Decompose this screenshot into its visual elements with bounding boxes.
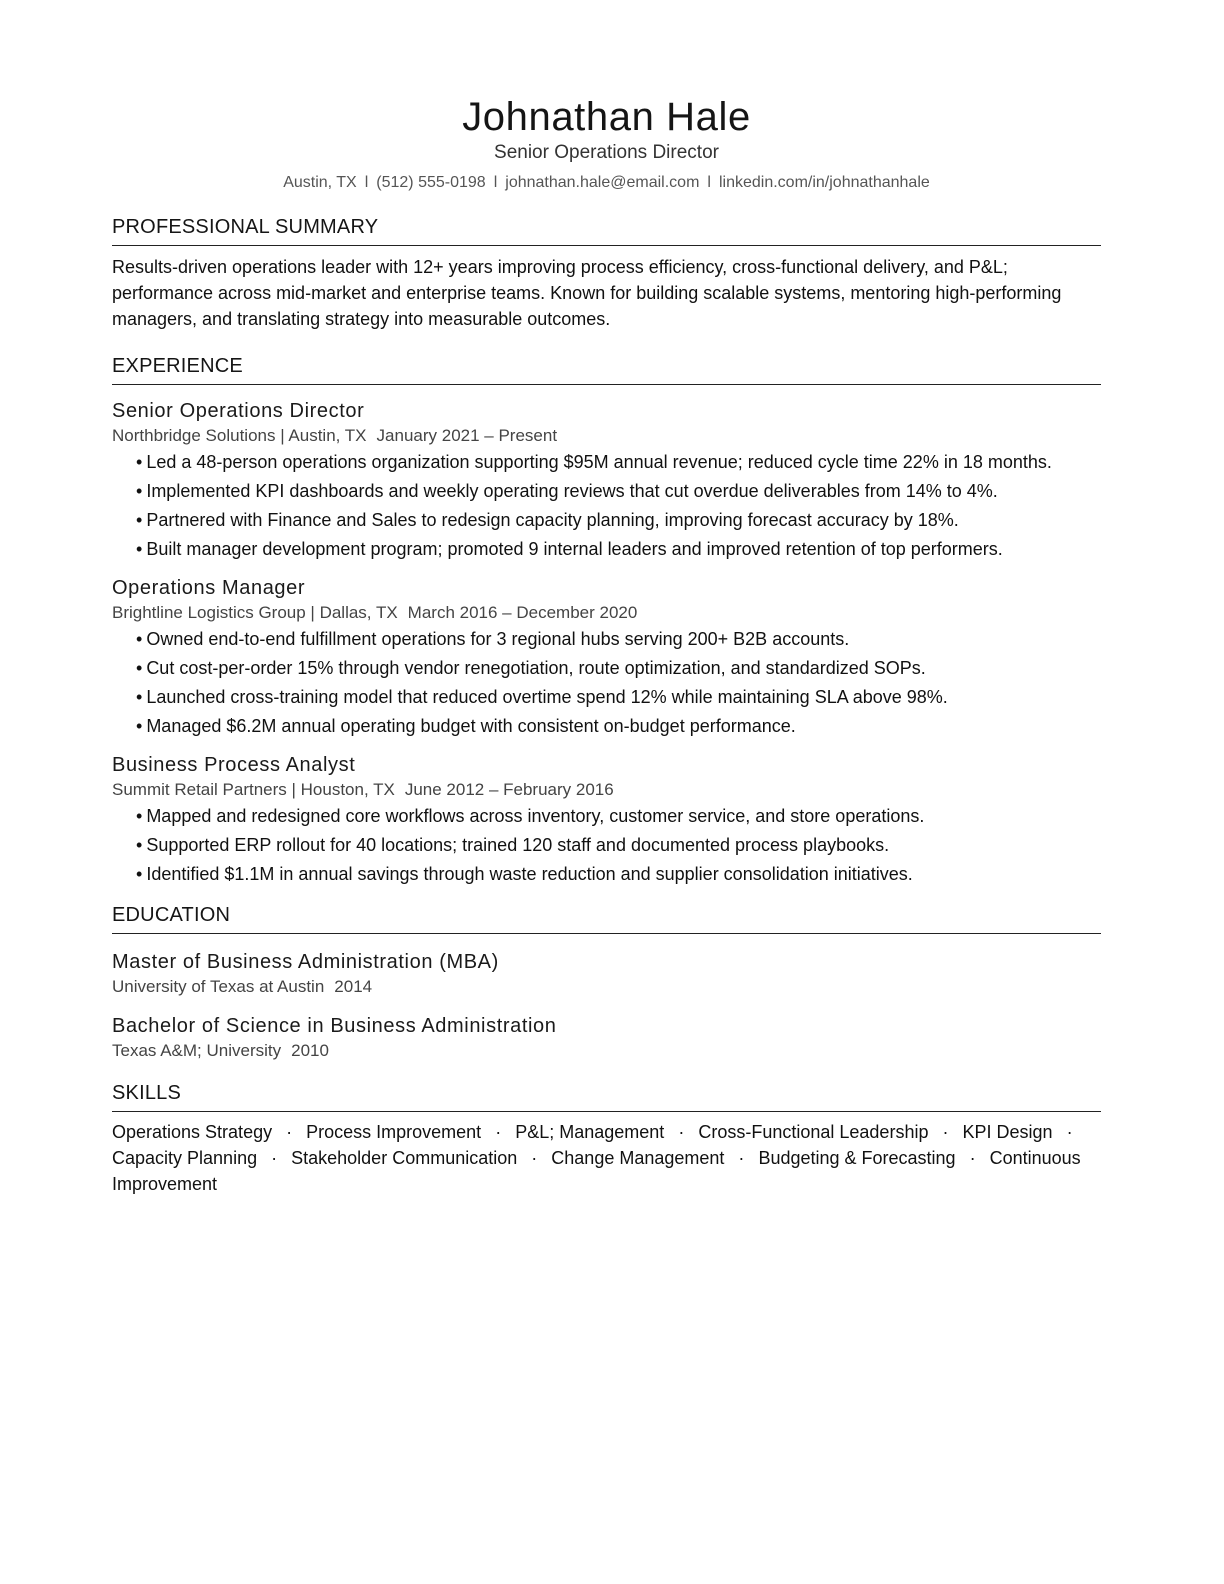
skill-separator: · bbox=[495, 1122, 502, 1142]
summary-section bbox=[112, 215, 1101, 332]
contact-location: Austin, TX bbox=[283, 174, 357, 191]
bullet-dot: • bbox=[136, 510, 143, 530]
job-bullet bbox=[136, 450, 1101, 475]
degree-school-line bbox=[112, 976, 1101, 998]
degree-year: 2014 bbox=[334, 977, 373, 996]
job-company: Summit Retail Partners | Houston, TX bbox=[112, 780, 395, 799]
section-title-summary: PROFESSIONAL SUMMARY bbox=[112, 215, 1101, 246]
skill-item: Budgeting & Forecasting bbox=[758, 1148, 956, 1168]
degree-school: University of Texas at Austin bbox=[112, 977, 325, 996]
education-section bbox=[112, 903, 1101, 1062]
bullet-dot: • bbox=[136, 452, 143, 472]
degree-school: Texas A&M; University bbox=[112, 1041, 282, 1060]
skill-item: Stakeholder Communication bbox=[291, 1148, 518, 1168]
bullet-dot: • bbox=[136, 481, 143, 501]
skill-item: Process Improvement bbox=[306, 1122, 482, 1142]
contact-line bbox=[112, 173, 1101, 193]
skill-separator: · bbox=[286, 1122, 293, 1142]
job-bullet bbox=[136, 627, 1101, 652]
experience-section bbox=[112, 354, 1101, 887]
job-bullet-text: Led a 48-person operations organization supporting $95M annual revenue; reduced cycle time 22% in 18 months. bbox=[146, 452, 1052, 472]
job-company-line bbox=[112, 602, 1101, 624]
contact-separator: l bbox=[493, 174, 498, 191]
job-bullet-text: Launched cross-training model that reduced overtime spend 12% while maintaining SLA above 98%. bbox=[146, 687, 948, 707]
education-entry bbox=[112, 950, 1101, 998]
skill-separator: · bbox=[738, 1148, 745, 1168]
skill-item: Capacity Planning bbox=[112, 1148, 258, 1168]
job-company: Brightline Logistics Group | Dallas, TX bbox=[112, 603, 398, 622]
job-bullet-text: Mapped and redesigned core workflows across inventory, customer service, and store operations. bbox=[146, 806, 925, 826]
degree-year: 2010 bbox=[291, 1041, 329, 1060]
skill-item: Cross-Functional Leadership bbox=[698, 1122, 929, 1142]
education-entry bbox=[112, 1014, 1101, 1062]
job-bullet-text: Supported ERP rollout for 40 locations; trained 120 staff and documented process playbooks. bbox=[146, 835, 890, 855]
bullet-dot: • bbox=[136, 806, 143, 826]
skill-separator: · bbox=[678, 1122, 685, 1142]
job-bullet bbox=[136, 479, 1101, 504]
job-bullet bbox=[136, 508, 1101, 533]
bullet-dot: • bbox=[136, 716, 143, 736]
education-list bbox=[112, 950, 1101, 1062]
section-title-experience: EXPERIENCE bbox=[112, 354, 1101, 385]
candidate-name: Johnathan Hale bbox=[462, 95, 751, 139]
job-bullets bbox=[112, 627, 1101, 739]
contact-separator: l bbox=[364, 174, 369, 191]
bullet-dot: • bbox=[136, 835, 143, 855]
job-bullet bbox=[136, 537, 1101, 562]
degree-name: Master of Business Administration (MBA) bbox=[112, 951, 499, 973]
experience-entry bbox=[112, 753, 1101, 887]
job-bullet-text: Identified $1.1M in annual savings through waste reduction and supplier consolidation initiatives. bbox=[146, 864, 913, 884]
job-company: Northbridge Solutions | Austin, TX bbox=[112, 426, 367, 445]
job-bullets bbox=[112, 804, 1101, 887]
job-bullet bbox=[136, 656, 1101, 681]
skills-list bbox=[112, 1119, 1101, 1197]
job-role: Business Process Analyst bbox=[112, 754, 356, 776]
job-bullet bbox=[136, 833, 1101, 858]
job-bullet-text: Implemented KPI dashboards and weekly operating reviews that cut overdue deliverables from 14% to 4%. bbox=[146, 481, 998, 501]
summary-text: Results-driven operations leader with 12+ years improving process efficiency, cross-functional delivery, and P&L; performance across mid-market and enterprise teams. Known for building scalable systems, mentoring high-performing managers, and translating strategy into measurable outcomes. bbox=[112, 257, 1062, 329]
skills-section bbox=[112, 1081, 1101, 1197]
job-bullets bbox=[112, 450, 1101, 562]
job-company-line bbox=[112, 779, 1101, 801]
contact-separator: l bbox=[707, 174, 711, 191]
section-title-education: EDUCATION bbox=[112, 903, 1101, 934]
job-bullet-text: Owned end-to-end fulfillment operations for 3 regional hubs serving 200+ B2B accounts. bbox=[146, 629, 850, 649]
skill-item: KPI Design bbox=[962, 1122, 1053, 1142]
job-bullet-text: Partnered with Finance and Sales to redesign capacity planning, improving forecast accuracy by 18%. bbox=[146, 510, 959, 530]
job-bullet bbox=[136, 862, 1101, 887]
skill-separator: · bbox=[1066, 1122, 1073, 1142]
job-bullet bbox=[136, 714, 1101, 739]
section-title-skills: SKILLS bbox=[112, 1081, 1101, 1112]
degree-name: Bachelor of Science in Business Administration bbox=[112, 1015, 557, 1037]
experience-entry bbox=[112, 576, 1101, 739]
job-bullet bbox=[136, 804, 1101, 829]
job-dates: June 2012 – February 2016 bbox=[404, 780, 614, 799]
skill-separator: · bbox=[969, 1148, 976, 1168]
skill-item: Change Management bbox=[551, 1148, 725, 1168]
job-bullet-text: Cut cost-per-order 15% through vendor renegotiation, route optimization, and standardized SOPs. bbox=[146, 658, 926, 678]
experience-list bbox=[112, 399, 1101, 887]
job-company-line bbox=[112, 425, 1101, 447]
bullet-dot: • bbox=[136, 864, 143, 884]
skill-item: Continuous Improvement bbox=[112, 1148, 1081, 1194]
job-role: Senior Operations Director bbox=[112, 400, 365, 422]
skill-item: Operations Strategy bbox=[112, 1122, 273, 1142]
resume-header bbox=[112, 0, 1101, 193]
experience-entry bbox=[112, 399, 1101, 562]
job-dates: January 2021 – Present bbox=[376, 426, 558, 445]
skill-separator: · bbox=[271, 1148, 278, 1168]
degree-school-line bbox=[112, 1040, 1101, 1062]
bullet-dot: • bbox=[136, 658, 143, 678]
skill-separator: · bbox=[942, 1122, 949, 1142]
bullet-dot: • bbox=[136, 629, 143, 649]
job-bullet bbox=[136, 685, 1101, 710]
contact-phone: (512) 555-0198 bbox=[376, 174, 486, 191]
skill-separator: · bbox=[531, 1148, 538, 1168]
job-bullet-text: Built manager development program; promoted 9 internal leaders and improved retention of top performers. bbox=[146, 539, 1003, 559]
bullet-dot: • bbox=[136, 539, 143, 559]
contact-linkedin: linkedin.com/in/johnathanhale bbox=[718, 174, 930, 191]
skill-item: P&L; Management bbox=[515, 1122, 665, 1142]
candidate-headline: Senior Operations Director bbox=[494, 142, 719, 163]
job-dates: March 2016 – December 2020 bbox=[407, 603, 638, 622]
bullet-dot: • bbox=[136, 687, 143, 707]
job-role: Operations Manager bbox=[112, 577, 306, 599]
contact-email: johnathan.hale@email.com bbox=[505, 174, 700, 191]
job-bullet-text: Managed $6.2M annual operating budget with consistent on-budget performance. bbox=[146, 716, 796, 736]
